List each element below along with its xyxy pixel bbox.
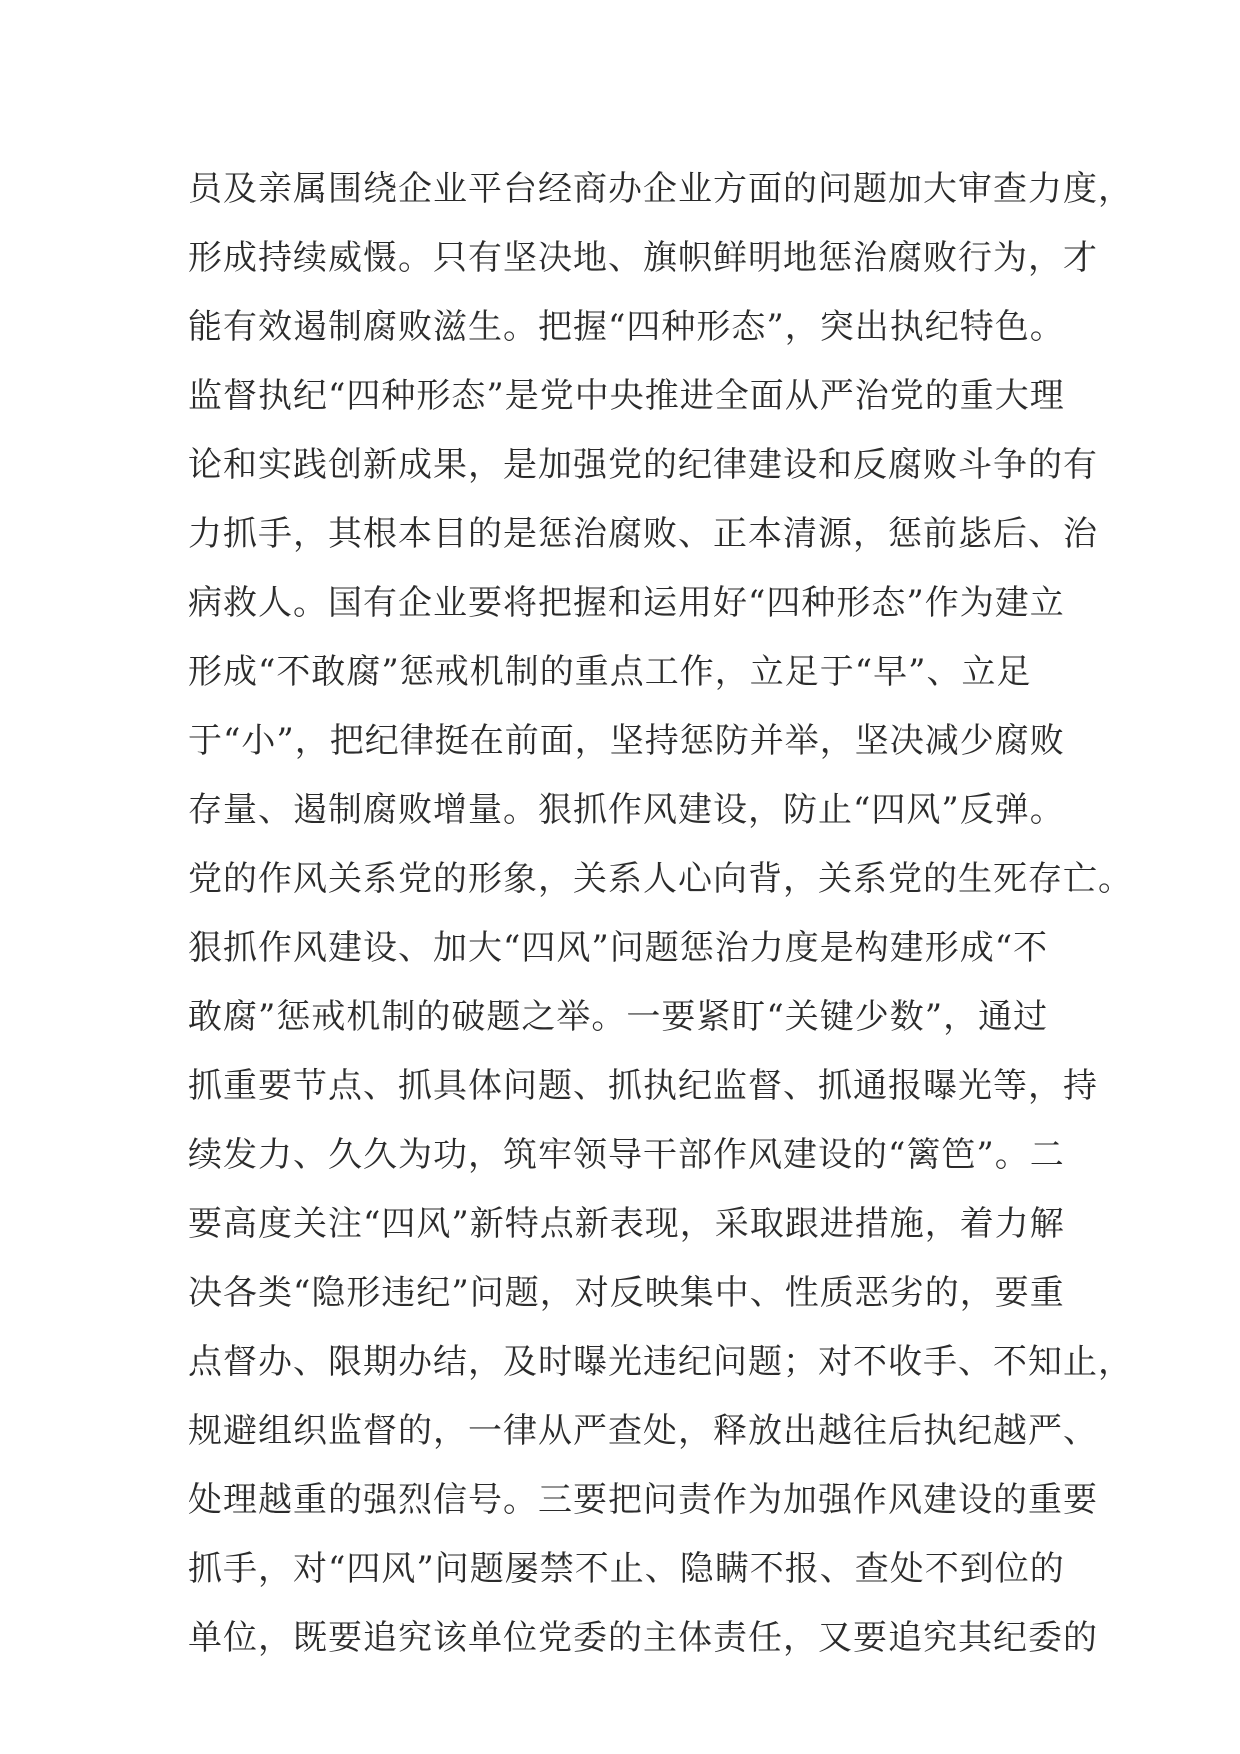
text-line: 点督办、限期办结，及时曝光违纪问题；对不收手、不知止， (188, 1342, 1133, 1382)
text-line: 处理越重的强烈信号。三要把问责作为加强作风建设的重要 (188, 1480, 1098, 1520)
text-line: 能有效遏制腐败滋生。把握“四种形态”，突出执纪特色。 (188, 307, 1065, 347)
text-line: 监督执纪“四种形态”是党中央推进全面从严治党的重大理 (188, 376, 1065, 416)
text-line: 员及亲属围绕企业平台经商办企业方面的问题加大审查力度， (188, 169, 1133, 209)
text-line: 规避组织监督的，一律从严查处，释放出越往后执纪越严、 (188, 1411, 1098, 1451)
text-line: 存量、遏制腐败增量。狠抓作风建设，防止“四风”反弹。 (188, 790, 1065, 830)
text-line: 敢腐”惩戒机制的破题之举。一要紧盯“关键少数”，通过 (188, 997, 1049, 1037)
text-line: 决各类“隐形违纪”问题，对反映集中、性质恶劣的，要重 (188, 1273, 1065, 1313)
text-line: 狠抓作风建设、加大“四风”问题惩治力度是构建形成“不 (188, 928, 1049, 968)
text-line: 要高度关注“四风”新特点新表现，采取跟进措施，着力解 (188, 1204, 1065, 1244)
text-line: 于“小”，把纪律挺在前面，坚持惩防并举，坚决减少腐败 (188, 721, 1065, 761)
text-line: 力抓手，其根本目的是惩治腐败、正本清源，惩前毖后、治 (188, 514, 1098, 554)
text-line: 单位，既要追究该单位党委的主体责任，又要追究其纪委的 (188, 1618, 1098, 1658)
body-text (188, 168, 1133, 1686)
text-line: 抓手，对“四风”问题屡禁不止、隐瞒不报、查处不到位的 (188, 1549, 1065, 1589)
text-line: 抓重要节点、抓具体问题、抓执纪监督、抓通报曝光等，持 (188, 1066, 1098, 1106)
text-line: 形成“不敢腐”惩戒机制的重点工作，立足于“早”、立足 (188, 652, 1032, 692)
text-line: 党的作风关系党的形象，关系人心向背，关系党的生死存亡。 (188, 859, 1133, 899)
text-line: 续发力、久久为功，筑牢领导干部作风建设的“篱笆”。二 (188, 1135, 1065, 1175)
text-line: 论和实践创新成果，是加强党的纪律建设和反腐败斗争的有 (188, 445, 1098, 485)
text-line: 形成持续威慑。只有坚决地、旗帜鲜明地惩治腐败行为，才 (188, 238, 1098, 278)
text-line: 病救人。国有企业要将把握和运用好“四种形态”作为建立 (188, 583, 1065, 623)
